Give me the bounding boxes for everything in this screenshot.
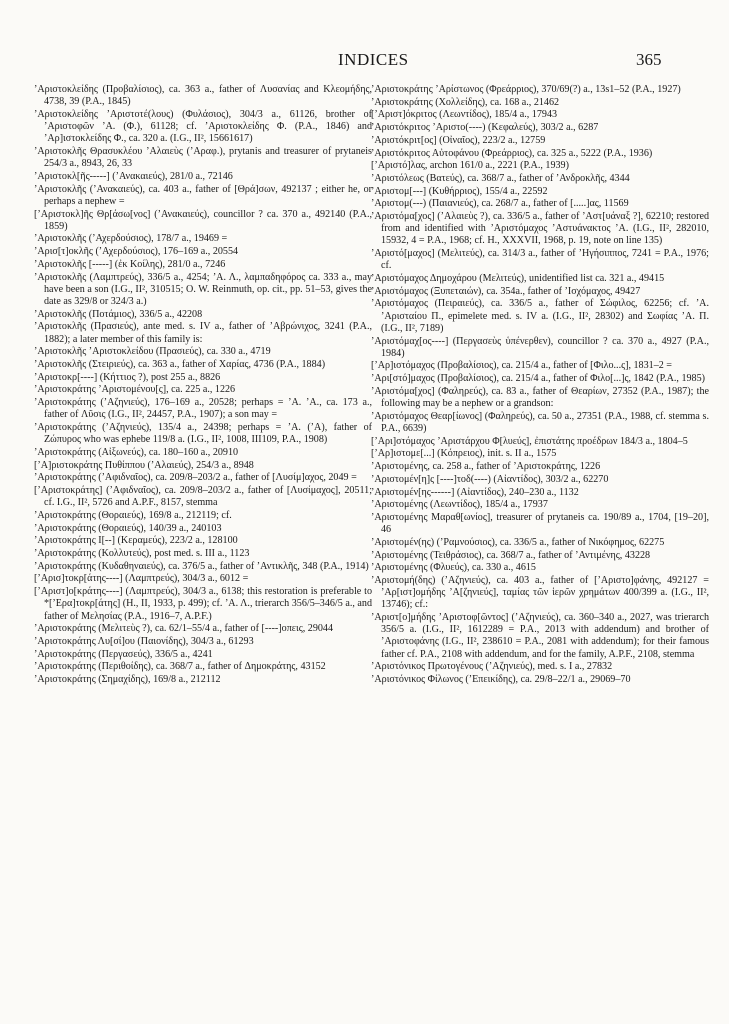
index-entry: ’Αριστόμα[χος] (’Αλαιεὺς ?), ca. 336/5 a., father of ’Αστ[υάναξ ?], 62210; restored from and identified with ’Αριστόμαχος ’Αστυάνακτος ’Α. (I.G., II², 282010, 15932, 4 = P.A., 1968; cf. H., XXXVII, 1968, p. 19, note on line 135) [371, 211, 709, 247]
index-entry: ’Αριστόμαχ[ος----] (Περγασεὺς ὑπένερθεν), councillor ? ca. 370 a., 4927 (P.A., 1984) [371, 335, 709, 359]
index-entry: ’Αριστό[μαχος] (Μελιτεύς), ca. 314/3 a., father of ’Ηγήσιππος, 7241 = P.A., 1976; cf. [371, 248, 709, 272]
index-entry: ’Αριστομένης (Τειθράσιος), ca. 368/7 a., father of ’Αντιμένης, 43228 [371, 549, 651, 561]
index-entry: ’Αριστόμαχος Θεαρ[ίωνος] (Φαληρεύς), ca. 50 a., 27351 (P.A., 1988, cf. stemma s. P.A., 6639) [371, 410, 709, 434]
index-entry: ’Αριστοκράτης (Σημαχίδης), 169/8 a., 212112 [34, 674, 221, 686]
index-entry: ’Αριστοκράτης (’Αζηνιεύς), 135/4 a., 24398; perhaps = ’Α. (’Α), father of Ζώπυρος who was ephebe 119/8 a. (I.G., II², 1008, III109, P.A., 1908) [34, 421, 372, 446]
index-entry: ’Αριστομένης (Φλυεύς), ca. 330 a., 4615 [371, 562, 536, 574]
index-entry: ’Αρι[στό]μαχος (Προβαλίσιος), ca. 215/4 a., father of Φιλο[...]ς, 1842 (P.A., 1985) [371, 373, 706, 385]
index-entry: ’Αριστοκράτης (Θοραιεύς), 169/8 a., 212119; cf. [34, 509, 232, 521]
index-entry: ’Αριστοκράτης (Κολλυτεύς), post med. s. III a., 1123 [34, 548, 250, 560]
index-entry: ’Αριστομ[---] (Κυθήρριος), 155/4 a., 22592 [371, 185, 548, 197]
page-number: 365 [636, 50, 662, 69]
index-entry: ’Αριστοκράτης (Θοραιεύς), 140/39 a., 240103 [34, 522, 222, 534]
index-entry: ’Αριστομένης Μαραθ[ωνίος], treasurer of prytaneis ca. 190/89 a., 1704, [19–20], 46 [371, 511, 709, 536]
index-entry: [’Αριστοκλ]ῆς Θρ[άσω[νος] (’Ανακαιεύς), councillor ? ca. 370 a., 492140 (P.A., 1859) [34, 208, 372, 232]
index-entry: [’Αρ]ιστομε[...] (Κόπρειος), init. s. II a., 1575 [371, 448, 557, 460]
index-entry: [’Α]ριστοκράτης Πυθίππου (’Αλαιεύς), 254/3 a., 8948 [34, 459, 254, 471]
index-entry: [’Αρι]στόμαχος ’Αριστάρχου Φ[λυεύς], ἐπιστάτης προέδρων 184/3 a., 1804–5 [371, 435, 688, 447]
index-entry: ’Αριστοκλῆς Θρασυκλέου ’Αλαιεὺς (’Αραφ.), prytanis and treasurer of prytaneis 254/3 a., 8943, 26, 33 [34, 146, 372, 170]
index-entry: ’Αριστ[ο]μήδης ’Αριστοφ[ῶντος] (’Αζηνιεύς), ca. 360–340 a., 2027, was trierarch 356/5 a. (I.G., II², 1612289 = P.A., 2013 with addendum) and brother of ’Αριστοφάνης (I.G., II², 238610 = P.A., 2081 with addendum); for their famous father cf. P.A., 2108 with addendum, and for the family, A.P.F., 2108, stemma [371, 612, 709, 660]
left-column [34, 84, 372, 687]
index-entry: ’Αριστοκλῆς (Πρασιεύς), ante med. s. IV a., father of ’Αβρώνιχος, 3241 (P.A., 1882); a later member of this family is: [34, 321, 372, 345]
index-entry: ’Αριστομένης, ca. 258 a., father of ’Αριστοκράτης, 1226 [371, 461, 601, 473]
index-entry: ’Αριστομέν[η]ς [----]τοδ(----) (Αἰαντίδος), 303/2 a., 62270 [371, 473, 609, 485]
index-entry: ’Αριστοκρ[----] (Κήττιος ?), post 255 a., 8826 [34, 371, 221, 383]
page-title: INDICES [338, 50, 409, 69]
index-entry: ’Αριστοκλῆς [-----] (ἐκ Κοίλης), 281/0 a., 7246 [34, 258, 226, 270]
index-entry: ’Αριστόνικος Πρωτογένους (’Αζηνιεύς), med. s. I a., 27832 [371, 661, 613, 673]
index-entry: ’Αριστοκλῆς ’Αριστοκλείδου (Πρασιεύς), ca. 330 a., 4719 [34, 346, 271, 358]
index-entry: ’Αριστοκλείδης ’Αριστοτέ(λους) (Φυλάσιος), 304/3 a., 61126, brother of ’Αριστοφῶν ’Α. (Φ.), 61128; cf. ’Αριστοκλείδης Φ. (P.A., 1846) and ’Αρ]ιστοκλείδης Φ., ca. 320 a. (I.G., II², 15661617) [34, 108, 372, 145]
index-entry: ’Αριστόλεως (Βατεύς), ca. 368/7 a., father of ’Ανδροκλῆς, 4344 [371, 172, 630, 184]
index-entry: ’Αριστοκράτης (Μελιτεὺς ?), ca. 62/1–55/4 a., father of [----]οπεις, 29044 [34, 623, 334, 635]
index-entry: [’Αριστό]λας, archon 161/0 a., 2221 (P.A., 1939) [371, 160, 569, 172]
index-entry: ’Αριστομ(---) (Παιανιεύς), ca. 268/7 a., father of [.....]ας, 11569 [371, 198, 629, 210]
index-entry: ’Αριστοκράτης (Περιθοίδης), ca. 368/7 a., father of Δημοκράτης, 43152 [34, 661, 326, 673]
page-header [0, 50, 729, 72]
index-entry: ’Αριστομέν[ης------] (Αἰαντίδος), 240–230 a., 1132 [371, 486, 579, 498]
index-entry: ’Αριστόκριτ[ος] (Οἰναῖος), 223/2 a., 12759 [371, 134, 546, 146]
index-entry: ’Αριστομέν(ης) (’Ραμνούσιος), ca. 336/5 a., father of Νικόφημος, 62275 [371, 536, 665, 548]
index-entry: ’Αριστοκράτης ’Αριστομένου[ς], ca. 225 a., 1226 [34, 384, 236, 396]
index-entry: ’Αριστοκλῆς (’Ανακαιεύς), ca. 403 a., father of [Θρά]σων, 492137 ; either he, or perhaps a nephew = [34, 183, 372, 207]
index-entry: ’Αριστοκράτης (’Αφιδναῖος), ca. 209/8–203/2 a., father of [Λυσίμ]αχος, 2049 = [34, 472, 357, 484]
index-entry: ’Αρισ[τ]οκλῆς (’Αχερδούσιος), 176–169 a., 20554 [34, 246, 239, 258]
index-entry: ’Αριστοκράτης Λυ[σί]ου (Παιονίδης), 304/3 a., 61293 [34, 635, 254, 647]
right-column [371, 84, 709, 687]
index-entry: [’Αρ]ιστόμαχος (Προβαλίσιος), ca. 215/4 a., father of [Φιλο...ς], 1831–2 = [371, 360, 673, 372]
index-entry: ’Αριστοκράτης Ι[--] (Κεραμεύς), 223/2 a., 128100 [34, 535, 238, 547]
index-entry: ’Αριστοκράτης (Χολλείδης), ca. 168 a., 21462 [371, 96, 560, 108]
index-entry: [’Αρισ]τοκρ[άτης----] (Λαμπτρεύς), 304/3 a., 6012 = [34, 573, 249, 585]
index-entry: ’Αριστόμαχος (Πειραιεύς), ca. 336/5 a., father of Σώφιλος, 62256; cf. ’Α. ’Αρισταίου Π., epimelete med. s. IV a. (I.G., II², 28302) and Σωφίας ’Α. Π. (I.G., II², 7189) [371, 298, 709, 334]
index-entry: ’Αριστοκράτης (Κυδαθηναιεύς), ca. 376/5 a., father of ’Αντικλῆς, 348 (P.A., 1914) [34, 560, 369, 572]
index-entry: ’Αριστόμαχος Δημοχάρου (Μελιτεύς), unidentified list ca. 321 a., 49415 [371, 273, 665, 285]
index-entry: ’Αριστόνικος Φίλωνος (’Επεικίδης), ca. 29/8–22/1 a., 29069–70 [371, 674, 631, 686]
index-entry: ’Αριστοκλῆς (Στειριεύς), ca. 363 a., father of Χαρίας, 4736 (P.A., 1884) [34, 358, 326, 370]
index-entry: ’Αριστοκράτης (Περγασεύς), 336/5 a., 4241 [34, 648, 213, 660]
index-entry: ’Αριστοκράτης ’Αρίστωνος (Φρεάρριος), 370/69(?) a., 13s1–52 (P.A., 1927) [371, 84, 681, 95]
index-entry: ’Αριστοκλῆς (Ποτάμιος), 336/5 a., 42208 [34, 308, 203, 320]
index-entry: ’Αριστόκριτος Αὐτοφάνου (Φρεάρριος), ca. 325 a., 5222 (P.A., 1936) [371, 147, 653, 159]
index-entry: ’Αριστοκλ[ῆς-----] (’Ανακαιεύς), 281/0 a., 72146 [34, 170, 233, 182]
index-entry: ’Αριστοκλῆς (Λαμπτρεύς), 336/5 a., 4254; ’Α. Λ., λαμπαδηφόρος ca. 333 a., may have been a son (I.G., II², 310515; O. W. Reinmuth, op. cit., pp. 51–53, gives the date as 329/8 or 324/3 a.) [34, 271, 372, 307]
index-entry: ’Αριστόμα[χος] (Φαληρεύς), ca. 83 a., father of Θεαρίων, 27352 (P.A., 1987); the following may be a nephew or a grandson: [371, 385, 709, 410]
index-entry: ’Αριστόκριτος ’Αριστο(----) (Κεφαλεύς), 303/2 a., 6287 [371, 122, 599, 134]
index-entry: [’Αριστ]ο[κράτης----] (Λαμπτρεύς), 304/3 a., 6138; this restoration is preferable to *[’Ερα]τοκρ[άτης] (H., II, 1933, p. 499); cf. ’Α. Λ., trierarch 356/5–346/5 a., and father of Μελησίας (P.A., 1916–7, A.P.F.) [34, 586, 372, 622]
index-entry: ’Αριστόμαχος (Ξυπεταιών), ca. 354a., father of ’Ισχόμαχος, 49427 [371, 285, 641, 297]
index-entry: ’Αριστοκράτης (Αἰξωνεύς), ca. 180–160 a., 20910 [34, 446, 239, 458]
index-entry: ’Αριστοκλῆς (’Αχερδούσιος), 178/7 a., 19469 = [34, 233, 228, 245]
index-entry: ’Αριστομή(δης) (’Αζηνιεύς), ca. 403 a., father of [’Αριστο]φάνης, 492127 = ’Αρ[ιστ]ομήδης ’Α[ζηνιεύς], ταμίας τῶν ἱερῶν χρημάτων 400/399 a. (I.G., II², 13746); cf.: [371, 574, 709, 611]
index-entry: [’Αριστ]όκριτος (Λεωντίδος), 185/4 a., 17943 [371, 109, 558, 121]
index-entry: ’Αριστοκλείδης (Προβαλίσιος), ca. 363 a., father of Λυσανίας and Κλεομήδης, 4738, 39 (P.A., 1845) [34, 84, 372, 108]
index-entry: ’Αριστομένης (Λεωντίδος), 185/4 a., 17937 [371, 499, 548, 511]
index-entry: ’Αριστοκράτης (’Αζηνιεύς), 176–169 a., 20528; perhaps = ’Α. ’Α., ca. 173 a., father of Λῦσις (I.G., II², 24457, P.A., 1907); a son may = [34, 397, 372, 421]
index-entry: [’Αριστοκράτης] (’Αφιδναῖος), ca. 209/8–203/2 a., father of [Λυσίμαχος], 20511; cf. I.G., II², 5726 and A.P.F., 8157, stemma [34, 485, 372, 509]
